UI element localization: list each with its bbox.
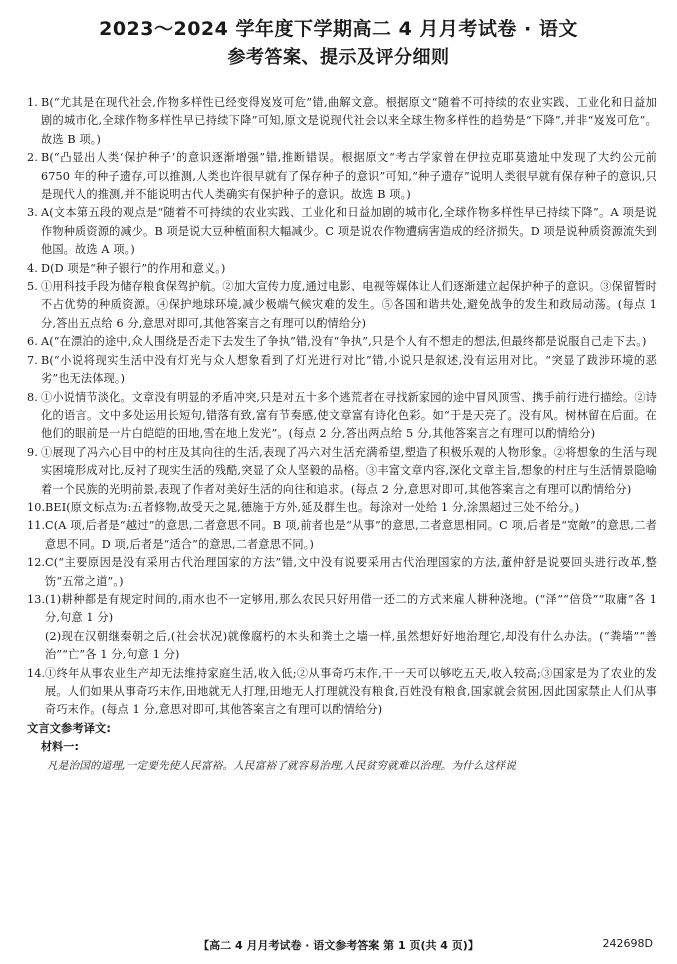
answer-number: 10. bbox=[27, 500, 46, 514]
answer-item bbox=[27, 389, 657, 444]
answer-number: 5. bbox=[27, 280, 38, 294]
page-footer bbox=[0, 937, 677, 955]
material-label: 材料一: bbox=[41, 740, 79, 754]
answers-container bbox=[27, 94, 657, 720]
answer-number: 12. bbox=[27, 556, 46, 570]
answer-number: 11. bbox=[27, 519, 46, 533]
translation-heading: 文言文参考译文: bbox=[27, 721, 111, 735]
answer-text: ①展现了冯六心目中的村庄及其向往的生活,表现了冯六对生活充满希望,塑造了积极乐观的人物形象。②将想象的生活与现实困境形成对比,反衬了现实生活的残酷,突显了众人坚毅的品格。③丰富文章内容,深化文章主旨,想象的村庄与生活情景隐喻着一个民族的光明前景,表现了作者对美好生活的向往和追求。(每点 2 分,意思对即可,其他答案言之有理可以酌情给分) bbox=[41, 445, 657, 496]
page-title: 2023～2024 学年度下学期高二 4 月月考试卷 · 语文 bbox=[99, 18, 578, 40]
footer-page-info: 【高二 4 月月考试卷 · 语文参考答案 第 1 页(共 4 页)】 bbox=[198, 939, 479, 952]
answer-text: B(“小说将现实生活中没有灯光与众人想象看到了灯光进行对比”错,小说只是叙述,没有运用对比。“突显了跋涉环境的恶劣”也无法体现。) bbox=[41, 353, 657, 386]
answer-item bbox=[27, 94, 657, 149]
answer-text: (2)现在汉朝继秦朝之后,(社会状况)就像腐朽的木头和粪土之墙一样,虽然想好好地治理它,却没有什么办法。(“粪墙”“善治”“亡”各 1 分,句意 1 分) bbox=[45, 629, 657, 662]
footer-code: 242698D bbox=[602, 937, 653, 950]
answer-number: 4. bbox=[27, 261, 38, 275]
answer-item bbox=[27, 444, 657, 499]
answer-item bbox=[27, 554, 657, 591]
answer-text: A(“在漂泊的途中,众人围绕是否走下去发生了争执”错,没有“争执”,只是个人有不想走的想法,但最终都是说服自己走下去。) bbox=[41, 335, 647, 349]
answer-text: C(A 项,后者是“越过”的意思,二者意思不同。B 项,前者也是“从事”的意思,二者意思相同。C 项,后者是“宽敞”的意思,二者意思不同。D 项,后者是“适合”的意思,二者意思不同。) bbox=[45, 519, 657, 551]
answer-number: 9. bbox=[27, 445, 38, 459]
answer-number: 8. bbox=[27, 390, 38, 404]
answer-number: 13. bbox=[27, 592, 46, 606]
answer-list bbox=[27, 94, 657, 775]
answer-text: (1)耕种都是有规定时间的,雨水也不一定够用,那么农民只好用借一还二的方式来雇人耕种浇地。(“泽”“倍贷”“取庸”各 1 分,句意 1 分) bbox=[45, 592, 657, 625]
answer-item bbox=[27, 352, 657, 389]
answer-text: D(D 项是“种子银行”的作用和意义。) bbox=[41, 261, 226, 275]
answer-item bbox=[27, 499, 657, 517]
answer-item bbox=[27, 665, 657, 720]
translation-first-line: 凡是治国的道理,一定要先使人民富裕。人民富裕了就容易治理,人民贫穷就难以治理。为什么这样说 bbox=[47, 759, 517, 772]
answer-number: 1. bbox=[27, 96, 38, 109]
answer-item bbox=[27, 149, 657, 204]
answer-text: BEI(原文标点为:五者修物,故受天之晁,德施于方外,延及群生也。每涂对一处给 1 分,涂黑超过三处不给分。) bbox=[45, 500, 580, 514]
answer-item bbox=[27, 204, 657, 259]
answer-text: A(文本第五段的观点是“随着不可持续的农业实践、工业化和日益加剧的城市化,全球作物多样性早已持续下降”。A 项是说作物种质资源的减少。B 项是说大豆种植面积大幅减少。C 项是说农作物遭病害造成的经济损失。D 项是说种质资源流失到他国。故选 A 项。) bbox=[41, 206, 657, 257]
answer-text: ①用科技手段为储存粮食保驾护航。②加大宣传力度,通过电影、电视等媒体让人们逐渐建立起保护种子的意识。③保留暂时不占优势的种质资源。④保护地球环境,减少极端气候灾难的发生。⑤各国和谐共处,避免战争的发生和政局动荡。(每点 1 分,答出五点给 6 分,意思对即可,其他答案言之有理可以酌情给分) bbox=[41, 280, 657, 330]
answer-text: B(“尤其是在现代社会,作物多样性已经变得岌岌可危”错,曲解文意。根据原文“随着不可持续的农业实践、工业化和日益加剧的城市化,全球作物多样性早已持续下降”可知,原文是说现代社会以来全球生物多样性的趋势是“下降”,并非“岌岌可危”。故选 B 项。) bbox=[41, 96, 657, 146]
answer-text: C(“主要原因是没有采用古代治理国家的方法”错,文中没有说要采用古代治理国家的方法,董仲舒是说要回头进行改革,整饬“五常之道”。) bbox=[45, 556, 657, 588]
answer-item bbox=[27, 260, 657, 278]
answer-item bbox=[27, 628, 657, 665]
answer-text: ①小说情节淡化。文章没有明显的矛盾冲突,只是对五十多个逃荒者在寻找新家园的途中冒风顶雪、携手前行进行描绘。②诗化的语言。文中多处运用长短句,错落有致,富有节奏感,使文章富有诗化色彩。如“于是天亮了。没有风。树林留在后面。在他们的眼前是一片白皑皑的田地,雪在地上发光”。(每点 2 分,答出两点给 5 分,其他答案言之有理可以酌情给分) bbox=[41, 390, 657, 441]
answer-number: 3. bbox=[27, 206, 38, 220]
answer-text: B(“凸显出人类‘保护种子’的意识逐渐增强”错,推断错误。根据原文“考古学家曾在伊拉克耶莫遗址中发现了大约公元前 6750 年的种子遗存,可以推测,人类也许很早就有了保存种子的意识”可知,“种子遗存”说明人类很早就有保存种子的意识,只是现代人的推测,并不能说明古代人类确实有保护种子的意识。故选 B 项。) bbox=[41, 151, 657, 202]
answer-item bbox=[27, 517, 657, 554]
answer-number: 14. bbox=[27, 666, 46, 680]
answer-item bbox=[27, 278, 657, 333]
answer-item bbox=[27, 591, 657, 628]
answer-number: 7. bbox=[27, 353, 38, 367]
answer-text: ①终年从事农业生产却无法维持家庭生活,收入低;②从事奇巧末作,干一天可以够吃五天,收入较高;③国家是为了农业的发展。人们如果从事奇巧末作,田地就无人打理,田地无人打理就没有粮食,百姓没有粮食,国家就会贫困,因此国家禁止人们从事奇巧末作。(每点 1 分,意思对即可,其他答案言之有理可以酌情给分) bbox=[45, 666, 657, 717]
answer-item bbox=[27, 333, 657, 351]
page-subtitle: 参考答案、提示及评分细则 bbox=[227, 47, 450, 68]
answer-number: 6. bbox=[27, 335, 38, 349]
answer-number: 2. bbox=[27, 151, 38, 165]
